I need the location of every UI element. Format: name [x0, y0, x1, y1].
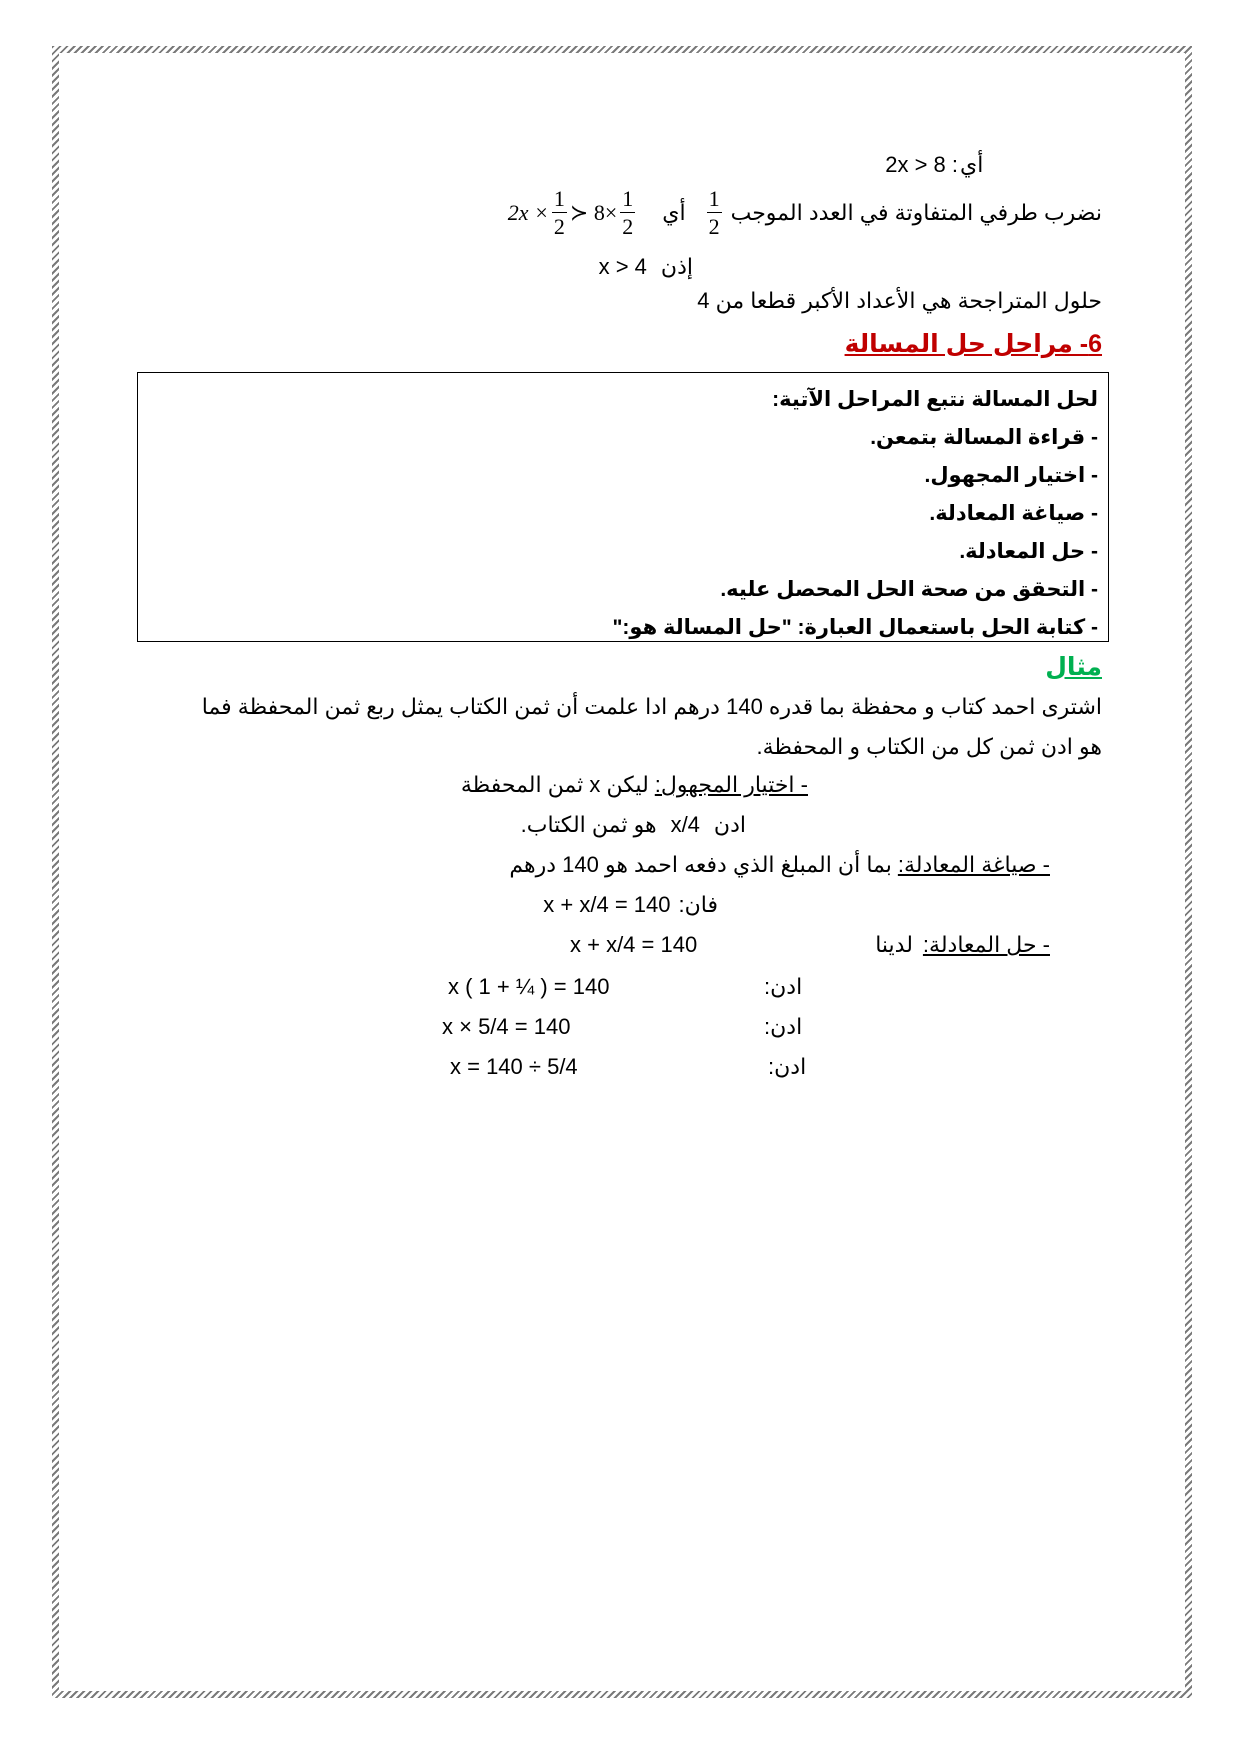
fraction-half-a — [552, 188, 567, 238]
solution-step-3: x = 140 ÷ 5/4 — [450, 1054, 578, 1079]
inequality-2x-8: 2x > 8 : — [885, 152, 958, 177]
fraction-half — [707, 188, 722, 238]
step-choose-unknown: - اختيار المجهول. — [924, 464, 1098, 487]
solutions-text: حلول المتراجحة هي الأعداد الأكبر قطعا من 4 — [697, 288, 1102, 313]
problem-line-1: اشترى احمد كتاب و محفظة بما قدره 140 درهم ادا علمت أن ثمن الكتاب يمثل ربع ثمن المحفظة فما — [201, 694, 1102, 719]
intro-line-1-math — [885, 152, 958, 178]
then-word: فان: — [678, 892, 718, 917]
unknown-text: ليكن x ثمن المحفظة — [460, 772, 649, 797]
step-solve: - حل المعادلة. — [959, 540, 1098, 563]
inequality-x-4: x > 4 — [598, 254, 647, 279]
unknown-line — [461, 772, 808, 798]
step-read: - قراءة المسالة بتمعن. — [870, 426, 1098, 449]
then-line — [543, 892, 718, 918]
intro-line-3 — [599, 254, 693, 280]
frac-den: 2 — [708, 214, 720, 239]
expr-a: 2x × — [507, 200, 549, 225]
then-math: x + x/4 = 140 — [543, 892, 671, 917]
steps-box — [137, 372, 1109, 642]
book-word: ادن — [713, 812, 746, 837]
book-math: x/4 — [670, 812, 700, 837]
frac-b-num: 1 — [622, 186, 634, 211]
step-word-2: ادن: — [764, 1014, 803, 1039]
solve-word: لدينا — [875, 932, 913, 957]
problem-line-2: هو ادن ثمن كل من الكتاب و المحفظة. — [756, 734, 1102, 759]
multiply-text: نضرب طرفي المتفاوتة في العدد الموجب — [730, 200, 1102, 225]
solution-step-1: x ( 1 + ¼ ) = 140 — [448, 974, 610, 999]
example-title: مثال — [1045, 653, 1102, 681]
step-write: - كتابة الحل باستعمال العبارة: "حل المسالة هو:" — [612, 616, 1098, 639]
solve-math: x + x/4 = 140 — [570, 932, 698, 957]
step-formulate: - صياغة المعادلة. — [929, 502, 1098, 525]
intro-line-4 — [697, 288, 1102, 314]
idhan-word: إذن — [660, 254, 693, 279]
intro-ay-word: أي — [960, 152, 984, 177]
equation-text: بما أن المبلغ الذي دفعه احمد هو 140 درهم — [509, 852, 892, 877]
step-word-3: ادن: — [768, 1054, 807, 1079]
frac-b-den: 2 — [622, 214, 634, 239]
intro-line-1 — [960, 152, 983, 178]
book-line — [521, 812, 746, 838]
step-verify: - التحقق من صحة الحل المحصل عليه. — [720, 578, 1098, 601]
ay-word-2: أي — [662, 200, 686, 225]
frac-a-num: 1 — [553, 186, 565, 211]
solve-line — [875, 932, 1050, 958]
equation-label: - صياغة المعادلة: — [897, 852, 1050, 877]
equation-line — [509, 852, 1050, 878]
unknown-label: - اختيار المجهول: — [654, 772, 808, 797]
frac-num: 1 — [708, 186, 720, 211]
frac-a-den: 2 — [553, 214, 565, 239]
fraction-half-b — [620, 188, 635, 238]
expr-b: ≻ 8× — [569, 200, 618, 225]
solution-step-2: x × 5/4 = 140 — [442, 1014, 571, 1039]
step-word-1: ادن: — [764, 974, 803, 999]
multiplied-inequality — [508, 188, 638, 238]
book-text: هو ثمن الكتاب. — [520, 812, 657, 837]
intro-line-2 — [508, 188, 1102, 238]
section-6-title: 6- مراحل حل المسالة — [844, 330, 1102, 358]
solve-label: - حل المعادلة: — [922, 932, 1050, 957]
steps-intro: لحل المسالة نتبع المراحل الآتية: — [772, 388, 1098, 411]
